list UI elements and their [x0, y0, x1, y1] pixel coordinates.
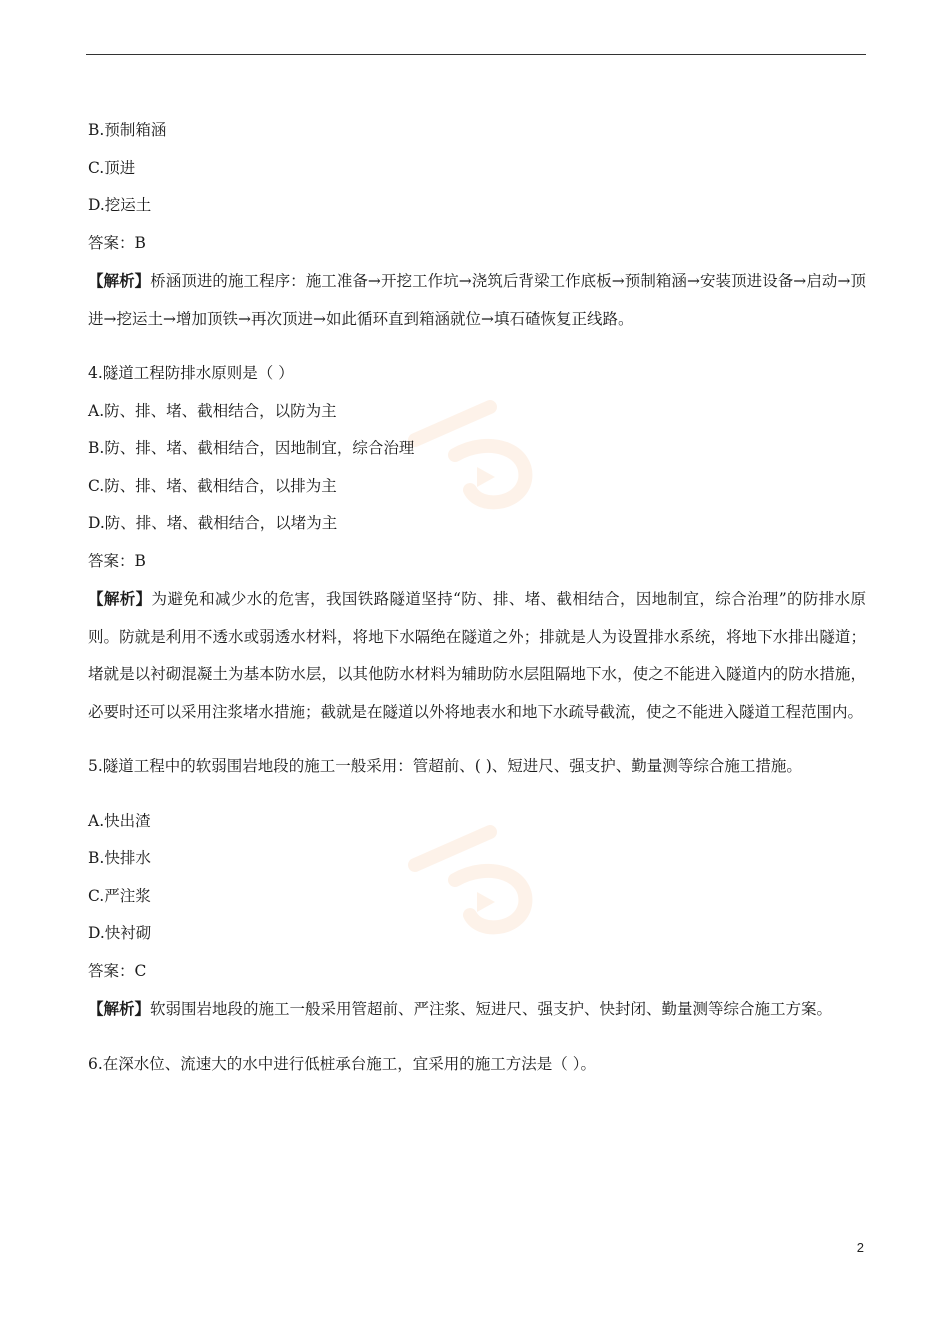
q4-question: 4.隧道工程防排水原则是（ ） — [88, 364, 294, 382]
q5-option-d: D.快衬砌 — [88, 924, 152, 942]
q3-analysis-label: 【解析】 — [88, 271, 151, 290]
q5-answer: 答案：C — [88, 961, 147, 980]
q6-question: 6.在深水位、流速大的水中进行低桩承台施工，宜采用的施工方法是（ ）。 — [88, 1054, 596, 1073]
q4-answer: 答案：B — [88, 551, 146, 570]
q5-analysis-text: 软弱围岩地段的施工一般采用管超前、严注浆、短进尺、强支护、快封闭、勤量测等综合施工方案。 — [150, 1000, 833, 1018]
q4-analysis — [88, 580, 866, 731]
q5-analysis — [88, 990, 866, 1029]
q3-option-c: C.顶进 — [88, 158, 136, 177]
q3-option-d: D.挖运土 — [88, 196, 152, 214]
header-rule — [86, 54, 866, 55]
q5-option-c: C.严注浆 — [88, 886, 151, 905]
page-number: 2 — [856, 1240, 864, 1255]
q4-option-d: D.防、排、堵、截相结合，以堵为主 — [88, 514, 338, 532]
q4-option-b: B.防、排、堵、截相结合，因地制宜，综合治理 — [88, 439, 415, 457]
q3-analysis-text: 桥涵顶进的施工程序：施工准备→开挖工作坑→浇筑后背梁工作底板→预制箱涵→安装顶进设备→启动→顶进→挖运土→增加顶铁→再次顶进→如此循环直到箱涵就位→填石碴恢复正线路。 — [88, 272, 866, 328]
q5-option-b: B.快排水 — [88, 849, 151, 867]
q4-option-c: C.防、排、堵、截相结合，以排为主 — [88, 476, 337, 495]
q5-analysis-label: 【解析】 — [88, 999, 151, 1018]
q3-analysis — [88, 262, 866, 338]
q4-option-a: A.防、排、堵、截相结合，以防为主 — [88, 401, 337, 420]
document-body — [88, 112, 866, 1083]
q5-option-a: A.快出渣 — [88, 811, 151, 830]
q3-answer: 答案：B — [88, 233, 146, 252]
q3-option-b: B.预制箱涵 — [88, 121, 167, 139]
q4-analysis-label: 【解析】 — [88, 589, 152, 608]
q5-question: 5.隧道工程中的软弱围岩地段的施工一般采用：管超前、( )、短进尺、强支护、勤量测等综合施工措施。 — [88, 757, 802, 775]
q4-analysis-text: 为避免和减少水的危害，我国铁路隧道坚持“防、排、堵、截相结合，因地制宜，综合治理”的防排水原则。防就是利用不透水或弱透水材料，将地下水隔绝在隧道之外；排就是人为设置排水系统，将地下水排出隧道；堵就是以衬砌混凝土为基本防水层，以其他防水材料为辅助防水层阻隔地下水，使之不能进入隧道内的防水措施，必要时还可以采用注浆堵水措施；截就是在隧道以外将地表水和地下水疏导截流，使之不能进入隧道工程范围内。 — [88, 590, 866, 721]
